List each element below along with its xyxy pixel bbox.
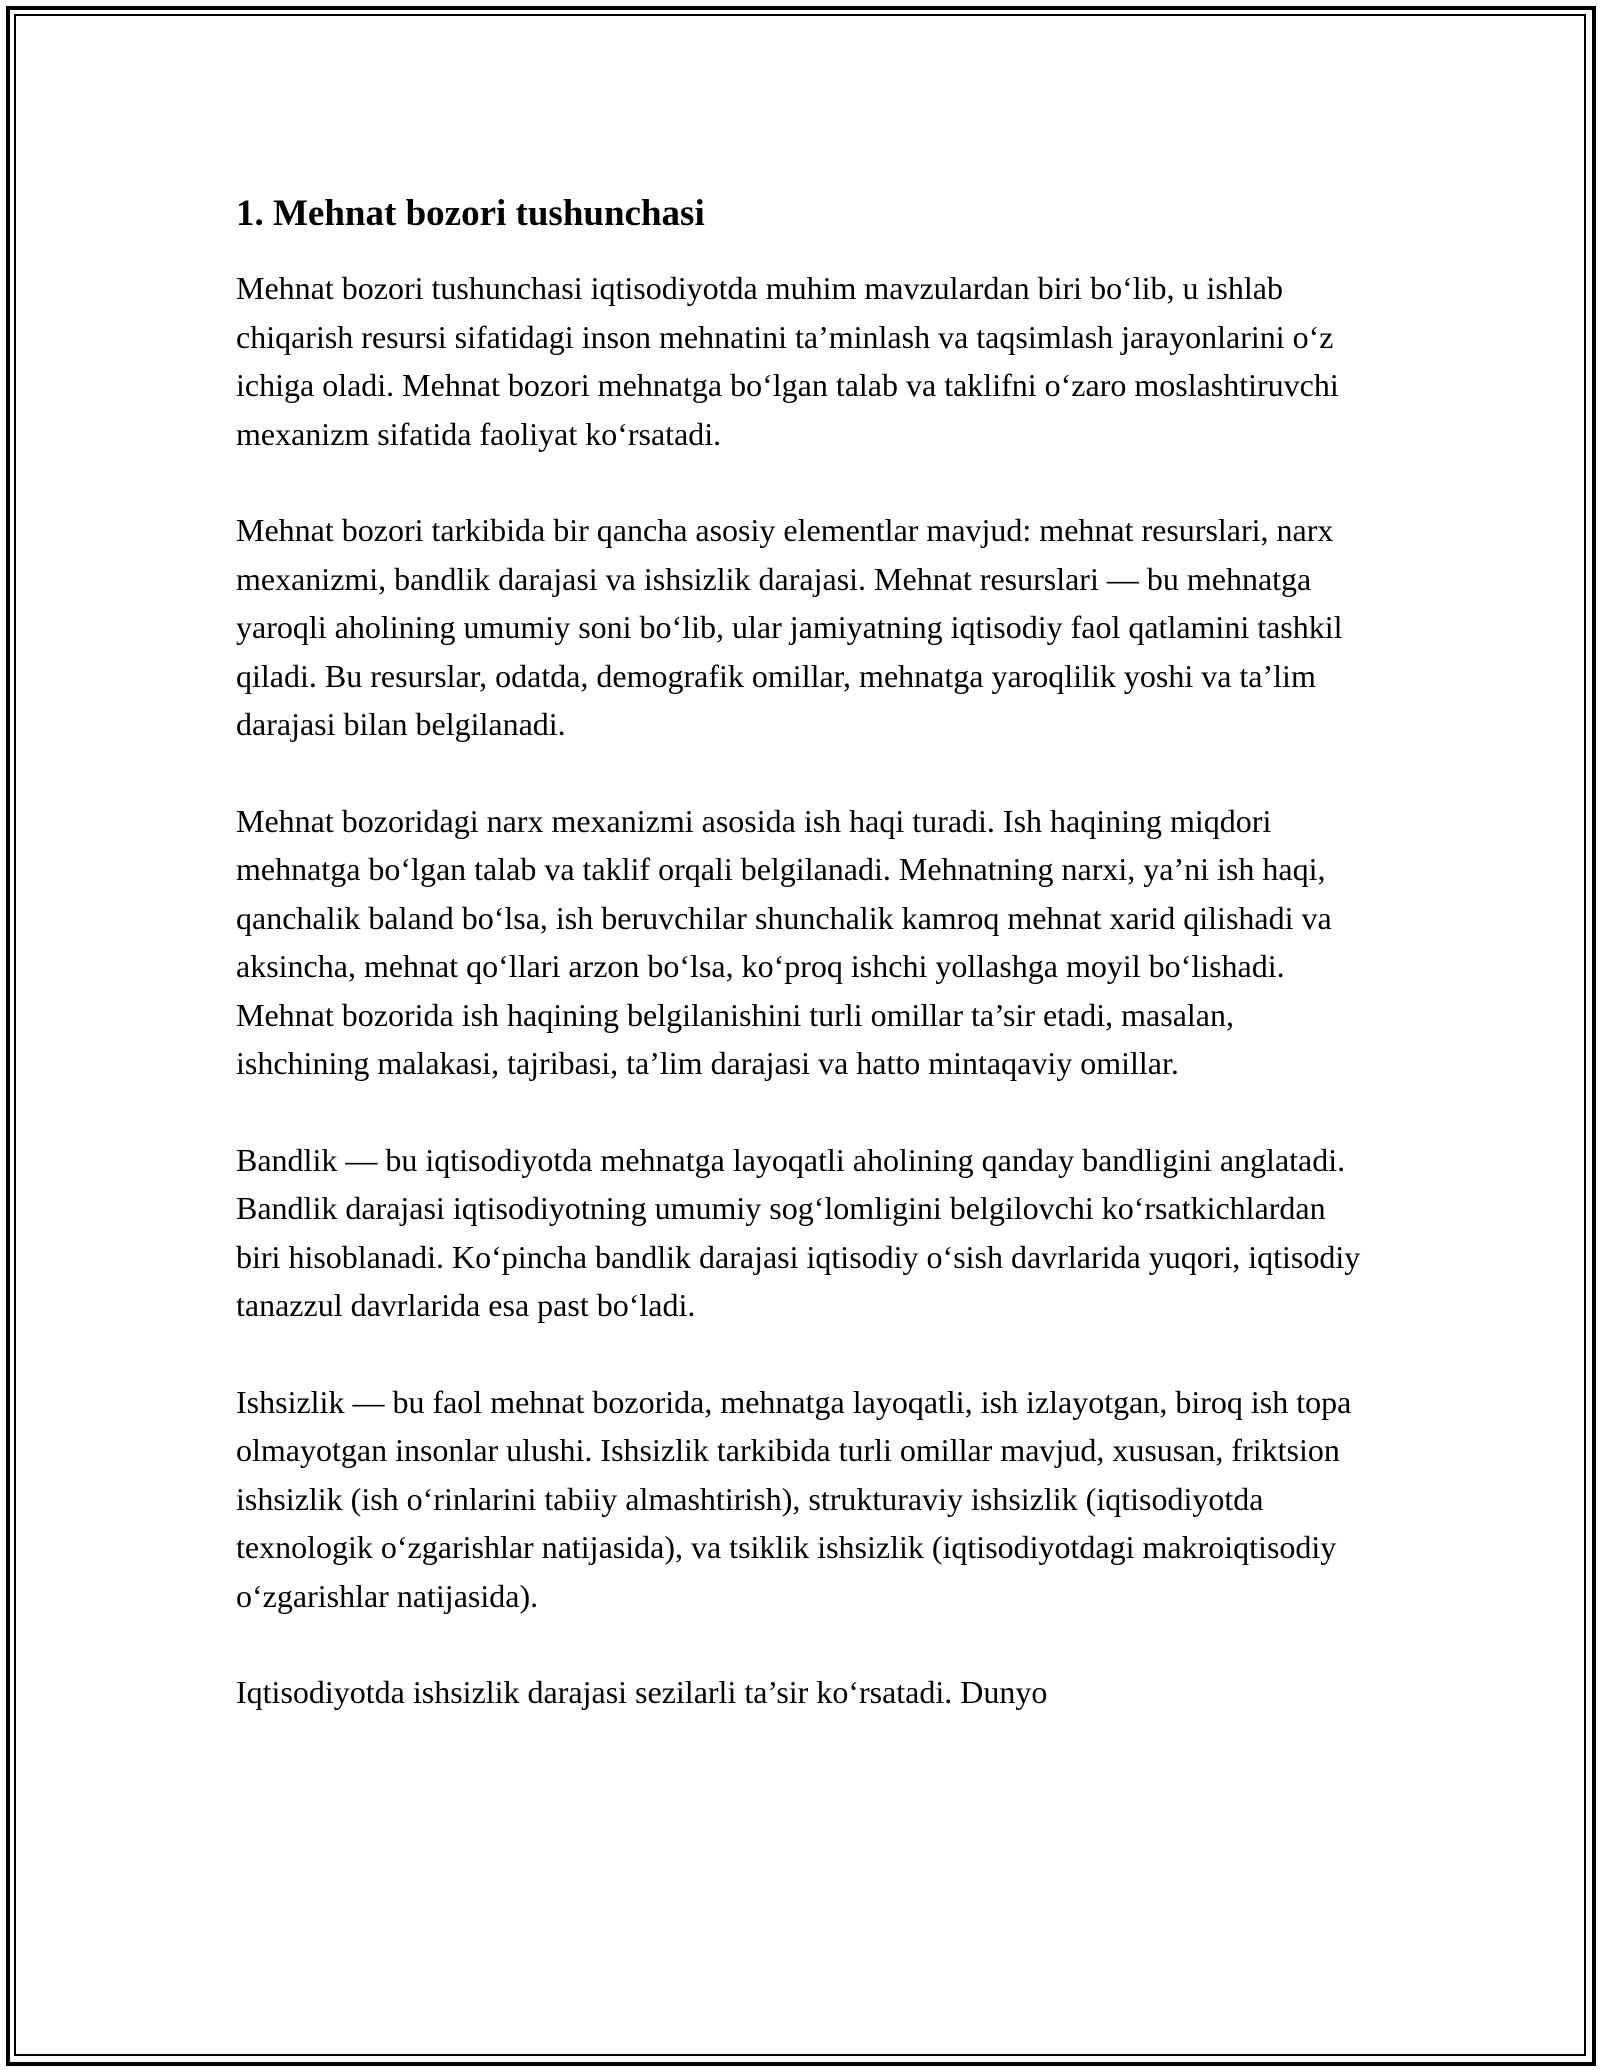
paragraph-1: Mehnat bozori tushunchasi iqtisodiyotda muhim mavzulardan biri bo‘lib, u ishlab chiqarish resursi sifatidagi inson mehnatini ta’minlash va taqsimlash jarayonlarini o‘z ichiga oladi. Mehnat bozori mehnatga bo‘lgan talab va taklifni o‘zaro moslashtiruvchi mexanizm sifatida faoliyat ko‘rsatadi. [236,270,1339,452]
paragraph-3: Mehnat bozoridagi narx mexanizmi asosida ish haqi turadi. Ish haqining miqdori mehnatga bo‘lgan talab va taklif orqali belgilanadi. Mehnatning narxi, ya’ni ish haqi, qanchalik baland bo‘lsa, ish beruvchilar shunchalik kamroq mehnat xarid qilishadi va aksincha, mehnat qo‘llari arzon bo‘lsa, ko‘proq ishchi yollashga moyil bo‘lishadi. Mehnat bozorida ish haqining belgilanishini turli omillar ta’sir etadi, masalan, ishchining malakasi, tajribasi, ta’lim darajasi va hatto mintaqaviy omillar. [236,802,1332,1081]
section-heading: 1. Mehnat bozori tushunchasi [236,193,705,234]
paragraph-5: Ishsizlik — bu faol mehnat bozorida, mehnatga layoqatli, ish izlayotgan, biroq ish topa olmayotgan insonlar ulushi. Ishsizlik tarkibida turli omillar mavjud, xususan, friktsion ishsizlik (ish o‘rinlarini tabiiy almashtirish), strukturaviy ishsizlik (iqtisodiyotda texnologik o‘zgarishlar natijasida), va tsiklik ishsizlik (iqtisodiyotdagi makroiqtisodiy o‘zgarishlar natijasida). [236,1383,1352,1614]
paragraph-4: Bandlik — bu iqtisodiyotda mehnatga layoqatli aholining qanday bandligini anglatadi. Bandlik darajasi iqtisodiyotning umumiy sog‘lomligini belgilovchi ko‘rsatkichlardan biri hisoblanadi. Ko‘pincha bandlik darajasi iqtisodiy o‘sish davrlarida yuqori, iqtisodiy tanazzul davrlarida esa past bo‘ladi. [236,1141,1361,1323]
document-body [236,188,1366,1765]
paragraph-6: Iqtisodiyotda ishsizlik darajasi sezilarli ta’sir ko‘rsatadi. Dunyo [236,1674,1048,1710]
paragraph-2: Mehnat bozori tarkibida bir qancha asosiy elementlar mavjud: mehnat resurslari, narx mexanizmi, bandlik darajasi va ishsizlik darajasi. Mehnat resurslari — bu mehnatga yaroqli aholining umumiy soni bo‘lib, ular jamiyatning iqtisodiy faol qatlamini tashkil qiladi. Bu resurslar, odatda, demografik omillar, mehnatga yaroqlilik yoshi va ta’lim darajasi bilan belgilanadi. [236,512,1343,742]
